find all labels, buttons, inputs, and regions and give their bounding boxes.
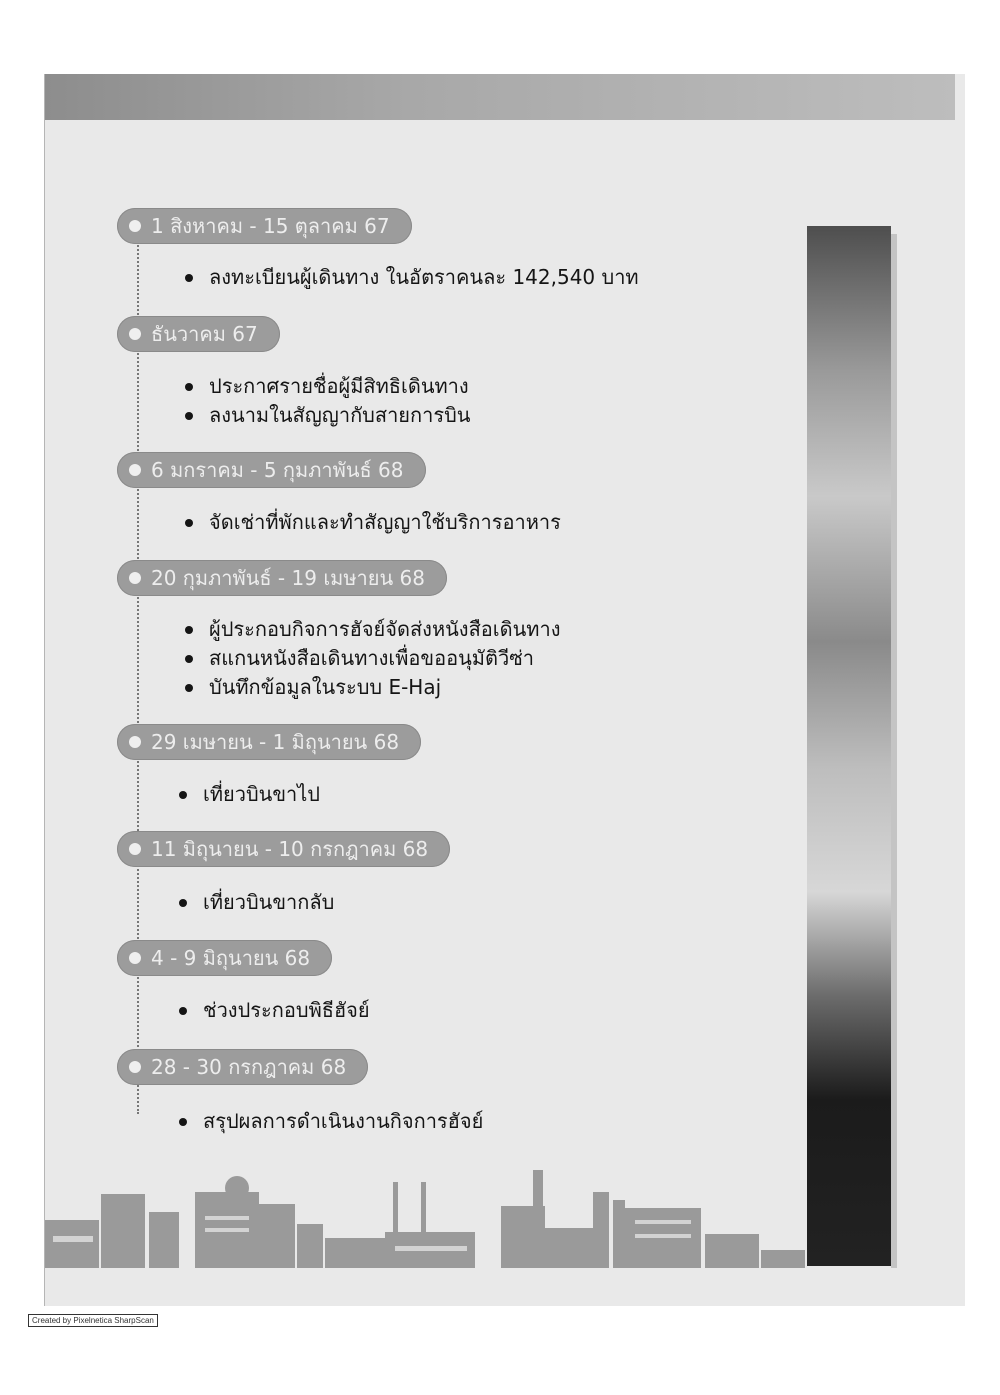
timeline-item: จัดเช่าที่พักและทำสัญญาใช้บริการอาหาร bbox=[181, 508, 561, 537]
timeline-date-pill bbox=[117, 724, 421, 760]
timeline-item: เที่ยวบินขากลับ bbox=[175, 888, 334, 917]
timeline-date-pill bbox=[117, 316, 280, 352]
timeline-item: บันทึกข้อมูลในระบบ E-Haj bbox=[181, 673, 560, 702]
timeline-dot-icon bbox=[129, 736, 141, 748]
timeline-connector bbox=[137, 234, 139, 1114]
timeline-date-pill bbox=[117, 1049, 368, 1085]
timeline-items bbox=[181, 372, 470, 430]
timeline-date: 29 เมษายน - 1 มิถุนายน 68 bbox=[151, 730, 400, 754]
timeline-items bbox=[181, 263, 639, 292]
timeline-dot-icon bbox=[129, 843, 141, 855]
timeline-items bbox=[181, 508, 561, 537]
timeline-dot-icon bbox=[129, 572, 141, 584]
timeline-date: 1 สิงหาคม - 15 ตุลาคม 67 bbox=[151, 214, 390, 238]
timeline-item: ผู้ประกอบกิจการฮัจย์จัดส่งหนังสือเดินทาง bbox=[181, 615, 560, 644]
timeline-items bbox=[175, 888, 334, 917]
timeline-date: 11 มิถุนายน - 10 กรกฎาคม 68 bbox=[151, 837, 429, 861]
timeline-date: 28 - 30 กรกฎาคม 68 bbox=[151, 1055, 347, 1079]
timeline-items bbox=[175, 996, 370, 1025]
timeline-date: 4 - 9 มิถุนายน 68 bbox=[151, 946, 311, 970]
timeline-items bbox=[175, 780, 320, 809]
timeline-items bbox=[181, 615, 560, 702]
timeline-item: ลงนามในสัญญากับสายการบิน bbox=[181, 401, 470, 430]
timeline-date: 20 กุมภาพันธ์ - 19 เมษายน 68 bbox=[151, 566, 425, 590]
timeline-item: ช่วงประกอบพิธีฮัจย์ bbox=[175, 996, 370, 1025]
timeline-date-pill bbox=[117, 560, 447, 596]
timeline-item: เที่ยวบินขาไป bbox=[175, 780, 320, 809]
timeline-date-pill bbox=[117, 831, 450, 867]
timeline-dot-icon bbox=[129, 1061, 141, 1073]
timeline-date: 6 มกราคม - 5 กุมภาพันธ์ 68 bbox=[151, 458, 404, 482]
scan-credit-label: Created by Pixelnetica SharpScan bbox=[28, 1314, 158, 1327]
photo-shadow bbox=[891, 234, 897, 1268]
timeline-items bbox=[175, 1107, 483, 1136]
timeline-date-pill bbox=[117, 940, 332, 976]
document-page bbox=[44, 74, 965, 1306]
timeline-date: ธันวาคม 67 bbox=[151, 322, 258, 346]
timeline-item: สรุปผลการดำเนินงานกิจการฮัจย์ bbox=[175, 1107, 483, 1136]
decorative-photo-strip bbox=[807, 226, 891, 1266]
header-band bbox=[45, 74, 955, 120]
timeline-dot-icon bbox=[129, 328, 141, 340]
timeline-dot-icon bbox=[129, 952, 141, 964]
timeline-item: ประกาศรายชื่อผู้มีสิทธิเดินทาง bbox=[181, 372, 470, 401]
timeline-date-pill bbox=[117, 208, 412, 244]
timeline-dot-icon bbox=[129, 464, 141, 476]
timeline-item: ลงทะเบียนผู้เดินทาง ในอัตราคนละ 142,540 บาท bbox=[181, 263, 639, 292]
timeline-item: สแกนหนังสือเดินทางเพื่อขออนุมัติวีซ่า bbox=[181, 644, 560, 673]
city-skyline-illustration bbox=[45, 1164, 805, 1268]
timeline-dot-icon bbox=[129, 220, 141, 232]
timeline-date-pill bbox=[117, 452, 426, 488]
